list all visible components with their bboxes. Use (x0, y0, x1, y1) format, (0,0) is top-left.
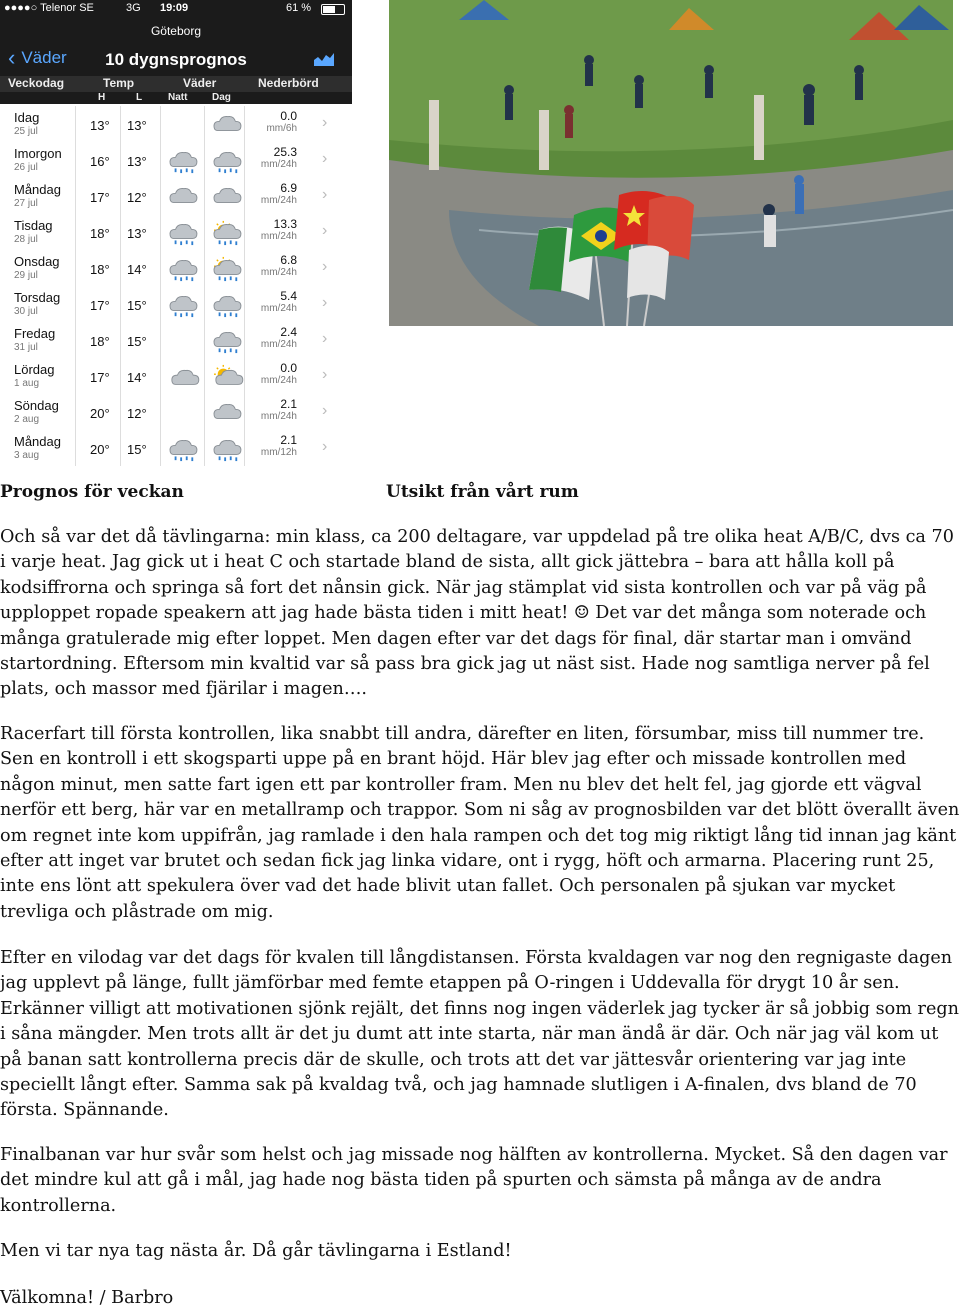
paragraph-6: Välkomna! / Barbro (0, 1288, 174, 1308)
paragraph-4: Finalbanan var hur svår som helst och jag missade nog hälften av kontrollerna. Mycket. Så den dagen var det mindre kul att gå i mål, jag hade nog bästa tiden på spurten och sämsta på många av de andra kontrollerna. (0, 1145, 948, 1216)
day-name: Fredag (14, 326, 56, 341)
temp-high: 17° (76, 358, 121, 394)
temp-high: 13° (76, 106, 121, 142)
rain-unit: mm/6h (266, 123, 297, 134)
chart-icon[interactable] (314, 52, 334, 66)
temp-low: 12° (121, 178, 161, 214)
weather-forecast-screenshot (0, 0, 352, 466)
night-weather (161, 178, 205, 214)
day-name: Lördag (14, 362, 55, 377)
day-weather (205, 358, 245, 394)
caption-view: Utsikt från vårt rum (386, 482, 579, 502)
rain-icon (209, 148, 245, 174)
rain-icon (165, 256, 201, 282)
chevron-right-icon: › (322, 438, 328, 455)
temp-high: 18° (76, 322, 121, 358)
temp-high: 20° (76, 394, 121, 430)
night-weather (161, 142, 205, 178)
day-cell (0, 286, 76, 322)
day-weather (205, 178, 245, 214)
col-daytime: Dag (212, 92, 231, 103)
caption-forecast: Prognos för veckan (0, 482, 184, 502)
day-cell (0, 430, 76, 466)
rain-amount: 0.0 (280, 361, 297, 375)
forecast-row[interactable] (0, 322, 352, 359)
precipitation (245, 214, 305, 250)
col-day: Veckodag (8, 76, 65, 90)
sun-rain-icon (209, 220, 245, 246)
precipitation (245, 358, 305, 394)
day-weather (205, 322, 245, 358)
rain-amount: 13.3 (273, 217, 297, 231)
forecast-row[interactable] (0, 214, 352, 251)
rain-amount: 2.4 (280, 325, 297, 339)
day-name: Torsdag (14, 290, 61, 305)
col-night: Natt (168, 92, 188, 103)
day-date: 27 jul (14, 198, 38, 209)
rain-amount: 2.1 (280, 433, 297, 447)
day-weather (205, 106, 245, 142)
col-rain: Nederbörd (258, 76, 319, 90)
rain-amount: 6.8 (280, 253, 297, 267)
column-subheader (0, 92, 352, 104)
chevron-right-icon: › (322, 186, 328, 203)
chevron-right-icon: › (322, 258, 328, 275)
sun-rain-icon (209, 256, 245, 282)
chevron-right-icon: › (322, 366, 328, 383)
day-date: 29 jul (14, 270, 38, 281)
rain-unit: mm/12h (260, 447, 297, 458)
temp-low: 13° (121, 214, 161, 250)
chevron-right-icon: › (322, 150, 328, 167)
col-low: L (136, 92, 143, 103)
forecast-row[interactable] (0, 250, 352, 287)
paragraph-3: Efter en vilodag var det dags för kvalen till långdistansen. Första kvaldagen var nog den regnigaste dagen jag upplevt på länge, fullt jämförbar med femte etappen på O-ringen i Uddevalla för drygt 10 år sen. Erkänner villigt att motivationen sjönk rejält, det finns nog ingen väderlek jag tycker är så jobbig som regn i såna mängder. Men trots allt är det ju dumt att inte starta, när man ändå är där. Och när jag väl kom ut på banan satt kontrollerna precis där de skulle, och trots att det var jättesvår orientering var jag inte speciellt långt efter. Samma sak på kvaldag två, och jag hamnade slutligen i A-finalen, dvs bland de 70 första. Spännande. (0, 948, 959, 1121)
precipitation (245, 322, 305, 358)
rain-amount: 6.9 (280, 181, 297, 195)
chevron-right-icon: › (322, 402, 328, 419)
rain-unit: mm/24h (260, 159, 297, 170)
temp-low: 14° (121, 250, 161, 286)
day-name: Söndag (14, 398, 59, 413)
temp-high: 17° (76, 178, 121, 214)
day-date: 31 jul (14, 342, 38, 353)
day-cell (0, 358, 76, 394)
rain-icon (165, 148, 201, 174)
night-weather (161, 358, 205, 394)
forecast-row[interactable] (0, 358, 352, 395)
night-weather (161, 214, 205, 250)
day-weather (205, 250, 245, 286)
rain-amount: 2.1 (280, 397, 297, 411)
battery-label: 61 % (286, 2, 312, 14)
precipitation (245, 250, 305, 286)
temp-high: 16° (76, 142, 121, 178)
day-weather (205, 214, 245, 250)
day-cell (0, 142, 76, 178)
temp-low: 13° (121, 106, 161, 142)
paragraph-1: Och så var det då tävlingarna: min klass, ca 200 deltagare, var uppdelad på tre olika heat A/B/C, dvs ca 70 i varje heat. Jag gick ut i heat C och startade bland de sista, allt gick jättebra – bara att hålla koll på kodsiffrorna och springa så fort det nånsin gick. När jag stämplat vid sista kontrollen och var på väg på upploppet ropade speakern att jag hade bästa tiden i mitt heat! ☺ Det var det många som noterade och många gratulerade mig efter loppet. Men dagen efter var det dags för final, där startar man i omvänd startordning. Eftersom min kvaltid var så pass bra gick jag ut näst sist. Hade nog samtliga nerver på fel plats, och massor med fjärilar i magen…. (0, 527, 954, 700)
temp-low: 13° (121, 142, 161, 178)
precipitation (245, 394, 305, 430)
rain-amount: 5.4 (280, 289, 297, 303)
col-weather: Väder (183, 76, 217, 90)
chevron-right-icon: › (322, 222, 328, 239)
rain-icon (209, 436, 245, 462)
temp-low: 15° (121, 286, 161, 322)
paragraph-2: Racerfart till första kontrollen, lika snabbt till andra, därefter en liten, försumbar, miss till nummer tre. Sen en kontroll i ett skogsparti uppe på en brant höjd. Här blev jag efter och missade kontrollen med någon minut, men satte fart igen ett par kontroller fram. Men nu blev det helt fel, jag gjorde ett vägval nerför ett berg, här var en metallramp och trappor. Som ni såg av prognosbilden var det blött överallt även om regnet inte kom uppifrån, jag ramlade i den hala rampen och det tog mig riktigt lång tid innan jag känt efter att inget var brutet och sedan fick jag linka vidare, ont i rygg, höft och armarna. Placering runt 25, inte ens lönt att spekulera över vad det hade blivit utan fallet. Och personalen på sjukan var mycket trevliga och plåstrade om mig. (0, 724, 960, 922)
forecast-row[interactable] (0, 178, 352, 215)
temp-high: 17° (76, 286, 121, 322)
temp-low: 15° (121, 430, 161, 466)
day-weather (205, 286, 245, 322)
precipitation (245, 430, 305, 466)
rain-icon (209, 328, 245, 354)
day-weather (205, 430, 245, 466)
day-date: 28 jul (14, 234, 38, 245)
rain-unit: mm/24h (260, 375, 297, 386)
status-bar (0, 0, 352, 18)
rain-unit: mm/24h (260, 339, 297, 350)
rain-icon (165, 220, 201, 246)
rain-icon (209, 292, 245, 318)
precipitation (245, 178, 305, 214)
day-cell (0, 322, 76, 358)
cloud-icon (165, 184, 201, 210)
back-label: Väder (21, 48, 67, 67)
day-date: 26 jul (14, 162, 38, 173)
moon-cloud-icon (165, 364, 201, 390)
rain-unit: mm/24h (260, 267, 297, 278)
cloud-icon (209, 400, 245, 426)
day-cell (0, 214, 76, 250)
rain-icon (165, 436, 201, 462)
cloud-icon (209, 184, 245, 210)
day-name: Måndag (14, 434, 61, 449)
column-header (0, 76, 352, 92)
chevron-right-icon: › (322, 294, 328, 311)
clock: 19:09 (160, 2, 189, 14)
day-name: Måndag (14, 182, 61, 197)
sun-cloud-icon (209, 364, 245, 390)
col-temp: Temp (103, 76, 135, 90)
temp-high: 18° (76, 214, 121, 250)
day-cell (0, 394, 76, 430)
day-date: 1 aug (14, 378, 40, 389)
cloud-icon (209, 112, 245, 138)
night-weather (161, 286, 205, 322)
day-weather (205, 142, 245, 178)
day-date: 30 jul (14, 306, 38, 317)
day-name: Tisdag (14, 218, 53, 233)
day-date: 25 jul (14, 126, 38, 137)
temp-high: 20° (76, 430, 121, 466)
night-weather (161, 430, 205, 466)
battery-icon (321, 4, 345, 15)
night-weather (161, 106, 205, 142)
day-name: Onsdag (14, 254, 60, 269)
precipitation (245, 142, 305, 178)
chevron-right-icon: › (322, 330, 328, 347)
rain-unit: mm/24h (260, 195, 297, 206)
rain-unit: mm/24h (260, 411, 297, 422)
temp-low: 12° (121, 394, 161, 430)
night-weather (161, 322, 205, 358)
rain-amount: 0.0 (280, 109, 297, 123)
rain-unit: mm/24h (260, 303, 297, 314)
day-date: 2 aug (14, 414, 40, 425)
city-name: Göteborg (150, 24, 202, 38)
day-name: Idag (14, 110, 40, 125)
temp-low: 14° (121, 358, 161, 394)
forecast-row[interactable] (0, 430, 352, 466)
forecast-row[interactable] (0, 106, 352, 143)
chevron-right-icon: › (322, 114, 328, 131)
night-weather (161, 250, 205, 286)
night-weather (161, 394, 205, 430)
view-from-room-photo (389, 0, 953, 326)
network-label: 3G (126, 2, 141, 14)
carrier-label: ●●●●○ Telenor SE (4, 2, 94, 14)
rain-amount: 25.3 (273, 145, 297, 159)
temp-low: 15° (121, 322, 161, 358)
day-cell (0, 106, 76, 142)
col-high: H (98, 92, 106, 103)
day-cell (0, 178, 76, 214)
chevron-left-icon: ‹ (8, 45, 16, 70)
day-name: Imorgon (14, 146, 62, 161)
app-header (0, 0, 352, 104)
paragraph-5: Men vi tar nya tag nästa år. Då går tävlingarna i Estland! (0, 1241, 512, 1261)
moon-icon (165, 400, 201, 426)
forecast-row[interactable] (0, 142, 352, 179)
moon-icon (165, 328, 201, 354)
rain-unit: mm/24h (260, 231, 297, 242)
day-cell (0, 250, 76, 286)
precipitation (245, 286, 305, 322)
page-title: 10 dygnsprognos (105, 50, 247, 69)
temp-high: 18° (76, 250, 121, 286)
day-weather (205, 394, 245, 430)
forecast-row[interactable] (0, 394, 352, 431)
precipitation (245, 106, 305, 142)
day-date: 3 aug (14, 450, 40, 461)
rain-icon (165, 292, 201, 318)
forecast-row[interactable] (0, 286, 352, 323)
